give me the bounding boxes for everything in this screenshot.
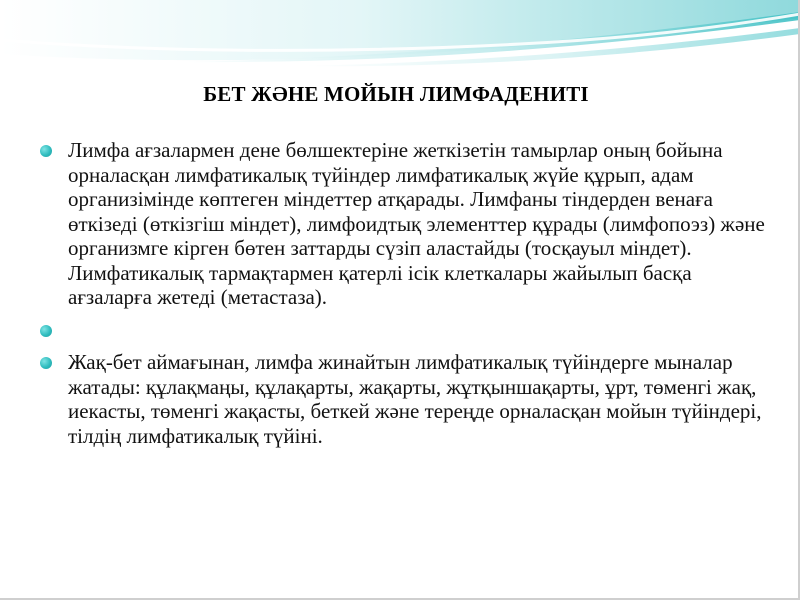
bullet-item-empty — [40, 318, 780, 343]
bullet-dot-icon — [40, 325, 52, 337]
bullet-item — [40, 350, 780, 448]
header-wave-decoration — [0, 0, 800, 80]
bullet-item — [40, 138, 780, 310]
slide-title: БЕТ ЖӘНЕ МОЙЫН ЛИМФАДЕНИТІ — [203, 82, 589, 106]
bullet-text: Лимфа ағзалармен дене бөлшектеріне жеткізетін тамырлар оның бойына орналасқан лимфатикалық түйіндер лимфатикалық жүйе құрып, адам организімінде көптеген міндеттер атқарады. Лимфаны тіндерден венаға өткізеді (өткізгіш міндет), лимфоидтық элементтер құрады (лимфопоэз) және организмге кірген бөтен заттарды сүзіп аластайды (тосқауыл міндет). Лимфатикалық тармақтармен қатерлі ісік клеткалары жайылып басқа ағзаларға жетеді (метастаза). — [68, 138, 765, 309]
bullet-list — [40, 138, 780, 448]
bullet-text: Жақ-бет аймағынан, лимфа жинайтын лимфатикалық түйіндерге мыналар жатады: құлақмаңы, құлақарты, жақарты, жұтқыншақарты, ұрт, төменгі жақ, иекасты, төменгі жақасты, беткей және тереңде орналасқан мойын түйіндері, тілдің лимфатикалық түйіні. — [68, 350, 762, 448]
bullet-dot-icon — [40, 357, 52, 369]
bullet-dot-icon — [40, 145, 52, 157]
